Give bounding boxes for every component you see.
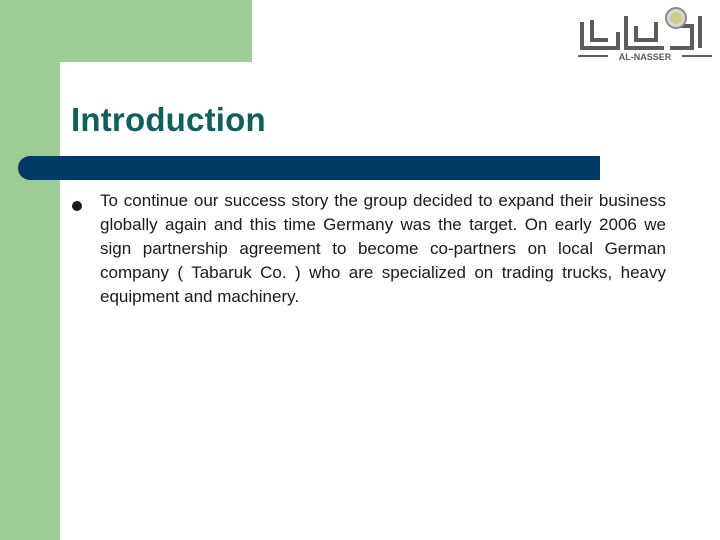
title-underline-bar (18, 156, 600, 180)
bullet-icon (72, 201, 82, 211)
slide-title: Introduction (71, 101, 266, 138)
al-nasser-logo (572, 2, 718, 66)
bullet-text: To continue our success story the group decided to expand their business globally again and this time Germany was the target. On early 2006 we sign partnership agreement to become co-partners on local German company ( Tabaruk Co. ) who are specialized on trading trucks, heavy equipment and machinery. (100, 191, 666, 306)
green-top-band (0, 0, 252, 62)
green-side-band (0, 0, 60, 540)
logo-latin-text: AL-NASSER (618, 52, 672, 62)
